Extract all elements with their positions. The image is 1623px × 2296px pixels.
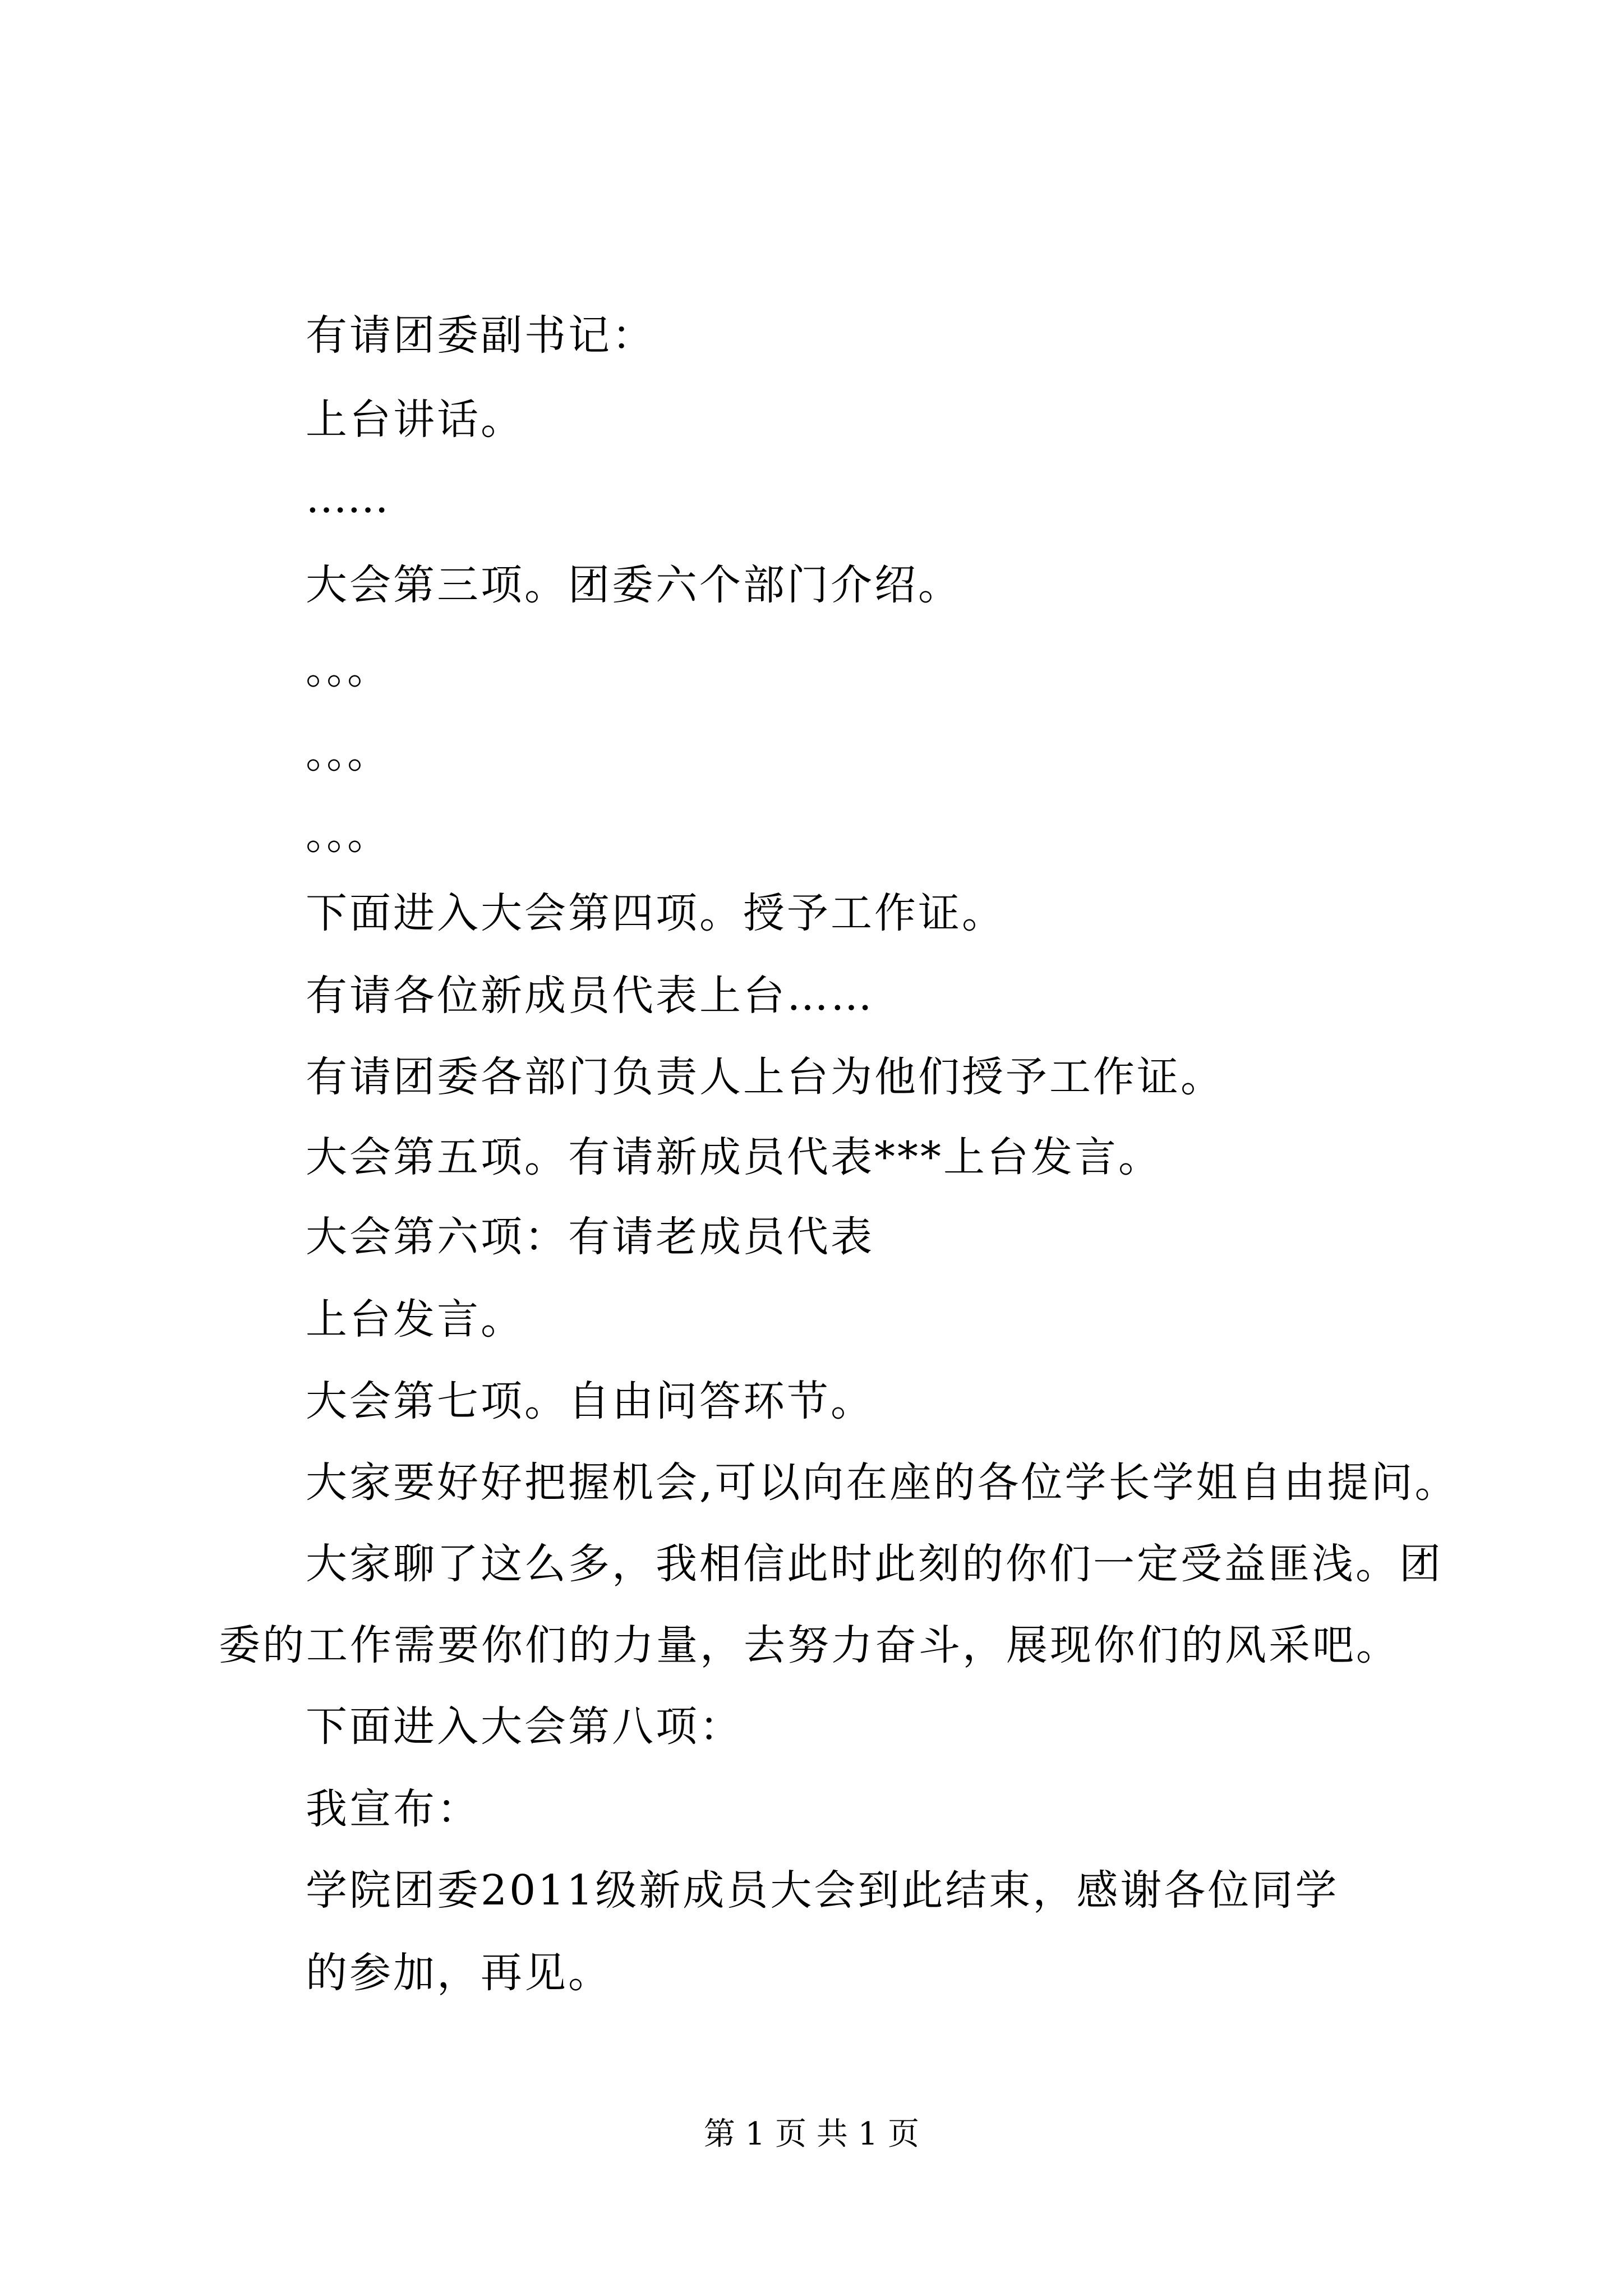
text-line: 上台发言。 — [306, 1295, 524, 1343]
text-line: 有请各位新成员代表上台…… — [306, 972, 874, 1020]
text-line: 我宣布： — [306, 1785, 481, 1833]
text-line: 的参加，再见。 — [306, 1949, 612, 1997]
text-line: 下面进入大会第四项。授予工作证。 — [306, 889, 1006, 937]
text-line: 大家聊了这么多，我相信此时此刻的你们一定受益匪浅。团 — [306, 1540, 1443, 1588]
text-line: 学院团委2011级新成员大会到此结束，感谢各位同学 — [306, 1866, 1339, 1915]
text-line: 有请团委各部门负责人上台为他们授予工作证。 — [306, 1053, 1224, 1101]
text-line: 大会第六项：有请老成员代表 — [306, 1213, 874, 1261]
text-line: 。。。 — [306, 729, 389, 777]
text-line: 。。。 — [306, 811, 389, 859]
text-line: 大家要好好把握机会,可以向在座的各位学长学姐自由提问。 — [306, 1458, 1459, 1507]
text-line: …… — [306, 474, 389, 522]
text-line: 下面进入大会第八项： — [306, 1703, 743, 1751]
text-line: 。。。 — [306, 645, 389, 693]
text-line: 大会第七项。自由问答环节。 — [306, 1377, 874, 1425]
text-line: 有请团委副书记： — [306, 311, 656, 360]
text-line: 委的工作需要你们的力量，去努力奋斗，展现你们的风采吧。 — [219, 1621, 1400, 1669]
page-number-footer: 第 1 页 共 1 页 — [703, 2116, 920, 2152]
text-line: 大会第三项。团委六个部门介绍。 — [306, 561, 962, 609]
text-line: 大会第五项。有请新成员代表***上台发言。 — [306, 1133, 1162, 1181]
text-line: 上台讲话。 — [306, 395, 524, 444]
